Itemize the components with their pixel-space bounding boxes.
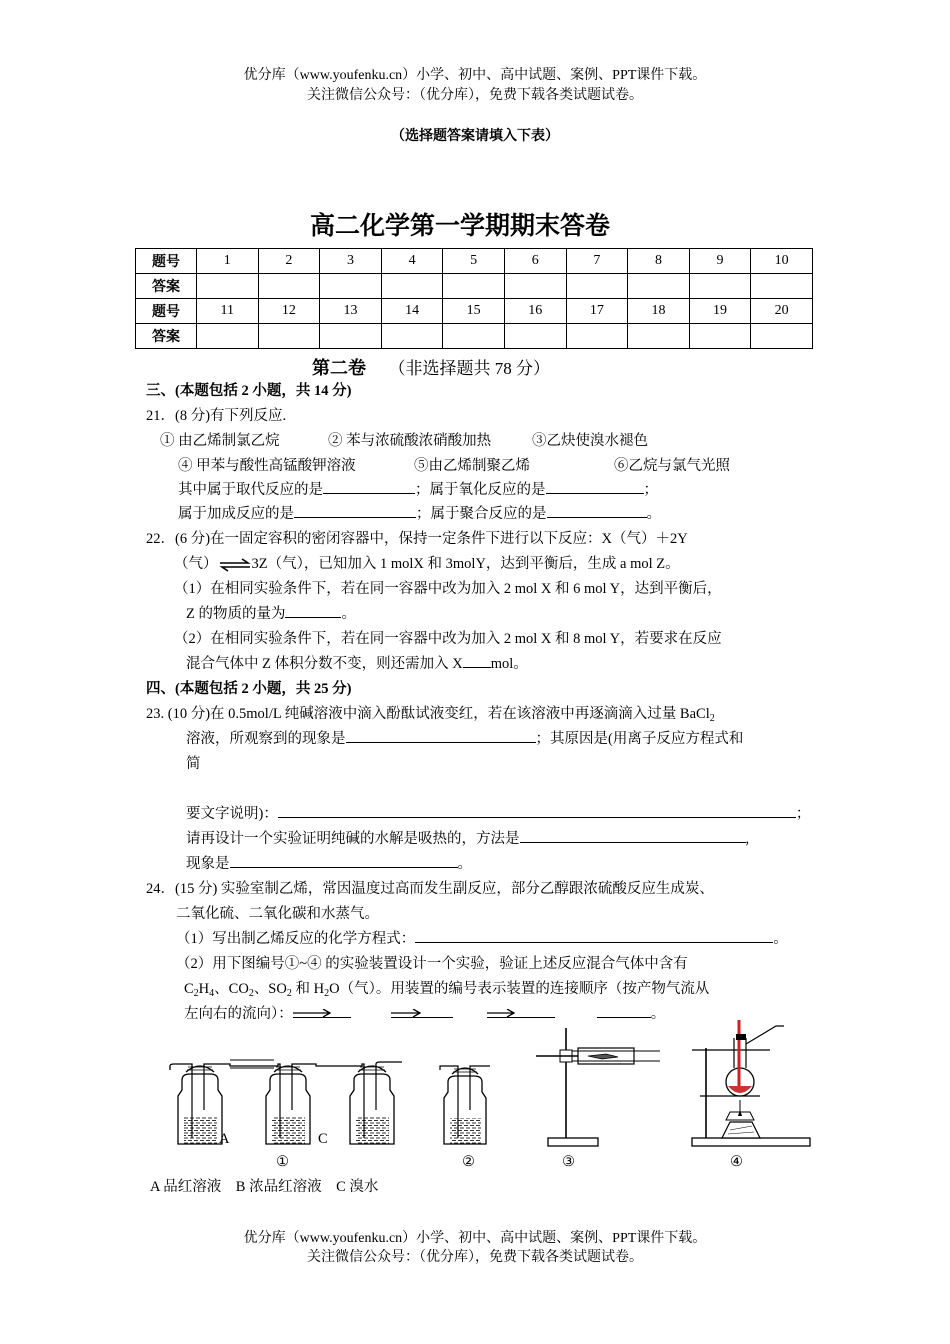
q23-stem-2a: 溶液，所观察到的现象是 — [186, 731, 346, 747]
table-cell: 9 — [689, 249, 751, 274]
q24-formula-part: 、SO — [253, 981, 287, 997]
part2-title: 第二卷 — [312, 358, 366, 379]
table-cell: 2 — [258, 249, 320, 274]
table-cell: 12 — [258, 299, 320, 324]
q23-stem-2 — [186, 730, 743, 748]
q24-p2c-text: 左向右的流向）： — [184, 1006, 293, 1022]
q23-stem-1 — [146, 705, 715, 728]
q24-formula-sub: 2 — [248, 988, 254, 999]
table-cell: 4 — [381, 249, 443, 274]
q24-p2d: 。 — [650, 1006, 666, 1022]
wash-bottle-c — [350, 1062, 402, 1144]
apparatus-figure — [140, 1020, 820, 1180]
q22-answer-blank[interactable] — [285, 605, 341, 618]
q22-p2b: 混合气体中 Z 体积分数不变，则还需加入 X — [186, 656, 463, 672]
q22-answer-blank[interactable] — [463, 655, 491, 668]
equilibrium-arrow-icon — [218, 558, 252, 572]
q24-formula-part: H — [198, 981, 210, 997]
q22-p2c: mol。 — [490, 656, 528, 672]
q21-opt6: ⑥乙烷与氯气光照 — [614, 458, 730, 474]
q24-p1b: 。 — [773, 931, 788, 947]
answer-cell[interactable] — [628, 274, 690, 299]
answer-cell[interactable] — [443, 324, 505, 349]
q24-formula-sub: 2 — [324, 988, 330, 999]
table-cell: 题号 — [136, 249, 197, 274]
q23-stem-2b: ；其原因是(用离子反应方程式和 — [535, 731, 744, 747]
connecting-tube — [204, 1064, 280, 1068]
q24-formula-part: 和 H — [291, 981, 325, 997]
q24-p1a: （1）写出制乙烯反应的化学方程式： — [176, 931, 416, 947]
header-line-2: 关注微信公众号：（优分库），免费下载各类试题试卷。 — [307, 88, 643, 103]
table-cell: 7 — [566, 249, 628, 274]
q23-answer-blank[interactable] — [346, 730, 536, 743]
answer-table — [135, 248, 813, 349]
answer-cell[interactable] — [443, 274, 505, 299]
answer-cell[interactable] — [504, 274, 566, 299]
q23-answer-blank[interactable] — [230, 855, 458, 868]
q24-formula-part: O（气）。用装置的编号表示装置的连接顺序（按产物气流从 — [329, 981, 710, 997]
q21-opt2: ② 苯与浓硫酸浓硝酸加热 — [328, 433, 492, 449]
table-cell: 8 — [628, 249, 690, 274]
wash-bottle-a — [170, 1064, 222, 1144]
q21-line1 — [178, 481, 658, 499]
answer-cell[interactable] — [751, 274, 813, 299]
label-c: C — [318, 1131, 328, 1147]
q22-stem-1: 22．(6 分)在一固定容积的密闭容器中，保持一定条件下进行以下反应：X（气）＋2Y — [146, 531, 688, 547]
header-line-1: 优分库（www.youfenku.cn）小学、初中、高中试题、案例、PPT课件下载。 — [243, 68, 707, 83]
q24-formula-sub: 2 — [286, 988, 292, 999]
q21-opt4: ④ 甲苯与酸性高锰酸钾溶液 — [178, 458, 356, 474]
answer-cell[interactable] — [751, 324, 813, 349]
q23-subscript: 2 — [709, 713, 715, 724]
q23-stem-5 — [186, 830, 749, 848]
table-row — [136, 324, 813, 349]
figure-caption: A 品红溶液 B 浓品红溶液 C 溴水 — [150, 1179, 379, 1195]
q24-answer-blank[interactable] — [415, 930, 773, 943]
apparatus-number-3: ③ — [562, 1154, 575, 1170]
apparatus-number-4: ④ — [730, 1154, 743, 1170]
q21-line2-b: ；属于聚合反应的是 — [416, 506, 547, 522]
label-a: A — [219, 1131, 230, 1147]
table-cell: 10 — [751, 249, 813, 274]
q21-line2 — [178, 505, 661, 523]
footer-line-1: 优分库（www.youfenku.cn）小学、初中、高中试题、案例、PPT课件下载。 — [243, 1231, 707, 1246]
table-cell: 5 — [443, 249, 505, 274]
table-cell: 答案 — [136, 324, 197, 349]
q24-formula-sub: 2 — [193, 988, 199, 999]
q24-order-blank-3[interactable] — [487, 1005, 555, 1018]
answer-cell[interactable] — [381, 274, 443, 299]
q22-p1c: 。 — [341, 606, 356, 622]
answer-cell[interactable] — [566, 274, 628, 299]
answer-cell[interactable] — [689, 324, 751, 349]
q21-opt3: ③乙炔使溴水褪色 — [532, 433, 648, 449]
table-cell: 13 — [320, 299, 382, 324]
section3-title: 三、(本题包括 2 小题，共 14 分) — [146, 383, 352, 399]
q23-answer-blank[interactable] — [278, 805, 796, 818]
q23-stem-6 — [186, 855, 472, 873]
answer-cell[interactable] — [258, 324, 320, 349]
q21-line1-c: ； — [643, 482, 658, 498]
q21-answer-blank[interactable] — [546, 481, 644, 494]
table-cell: 17 — [566, 299, 628, 324]
table-cell: 18 — [628, 299, 690, 324]
q24-order-blank-1[interactable] — [293, 1005, 351, 1018]
table-cell: 答案 — [136, 274, 197, 299]
q23-answer-blank[interactable] — [520, 830, 746, 843]
q24-stem-2: 二氧化硫、二氧化碳和水蒸气。 — [176, 906, 379, 922]
q21-answer-blank[interactable] — [547, 505, 647, 518]
q23-stem-4 — [186, 805, 810, 823]
connecting-tube — [292, 1064, 364, 1068]
answer-cell[interactable] — [197, 274, 259, 299]
q22-stem-2b: 3Z（气），已知加入 1 molX 和 3molY，达到平衡后，生成 a mol Z。 — [251, 556, 680, 572]
table-cell: 15 — [443, 299, 505, 324]
q23-stem-1-text: 23. (10 分)在 0.5mol/L 纯碱溶液中滴入酚酞试液变红，若在该溶液中再逐滴滴入过量 BaCl — [146, 706, 710, 722]
q23-stem-5b: , — [745, 831, 750, 847]
table-row — [136, 249, 813, 274]
table-cell: 1 — [197, 249, 259, 274]
q22-p1 — [186, 605, 356, 623]
table-cell: 题号 — [136, 299, 197, 324]
q21-line1-b: ；属于氧化反应的是 — [415, 482, 546, 498]
table-cell: 19 — [689, 299, 751, 324]
q22-p1a: （1）在相同实验条件下，若在同一容器中改为加入 2 mol X 和 6 mol Y，达到平衡后， — [174, 581, 722, 597]
wash-bottle-b — [266, 1066, 310, 1144]
q21-line2-c: 。 — [646, 506, 661, 522]
q24-formula-part: 、CO — [214, 981, 249, 997]
q21-stem: 21．(8 分)有下列反应. — [146, 408, 287, 424]
q24-p2a: （2）用下图编号①~④ 的实验装置设计一个实验，验证上述反应混合气体中含有 — [176, 956, 688, 972]
answer-cell[interactable] — [381, 324, 443, 349]
q22-p1b: Z 的物质的量为 — [186, 606, 286, 622]
answer-cell[interactable] — [566, 324, 628, 349]
arrow-right-icon — [293, 1009, 333, 1017]
table-cell: 14 — [381, 299, 443, 324]
table-row — [136, 299, 813, 324]
apparatus-number-2: ② — [462, 1154, 475, 1170]
wash-bottle-2 — [440, 1066, 490, 1144]
q23-stem-4b: ； — [795, 806, 811, 822]
section4-title: 四、(本题包括 2 小题，共 25 分) — [146, 681, 352, 697]
page-title: 高二化学第一学期期末答卷 — [309, 211, 610, 240]
q22-stem-2 — [174, 555, 680, 573]
arrow-right-icon — [487, 1009, 517, 1017]
q23-stem-6b: 。 — [457, 856, 472, 872]
q22-p2 — [186, 655, 528, 673]
q24-formula-part: C — [184, 981, 194, 997]
answer-cell[interactable] — [504, 324, 566, 349]
q21-opt1: ① 由乙烯制氯乙烷 — [160, 433, 280, 449]
q23-stem-3: 简 — [186, 756, 201, 772]
q21-line1-a: 其中属于取代反应的是 — [178, 482, 323, 498]
part2-heading — [312, 354, 550, 380]
table-cell: 11 — [197, 299, 259, 324]
q21-opt5: ⑤由乙烯制聚乙烯 — [414, 458, 530, 474]
q23-stem-6a: 现象是 — [186, 856, 230, 872]
q24-order-blank-4[interactable] — [597, 1005, 651, 1018]
q21-line2-a: 属于加成反应的是 — [178, 506, 294, 522]
answer-cell[interactable] — [320, 274, 382, 299]
q24-p1 — [176, 930, 788, 948]
arrow-right-icon — [391, 1009, 423, 1017]
table-cell: 6 — [504, 249, 566, 274]
answer-note: （选择题答案请填入下表） — [391, 129, 559, 144]
q21-answer-blank[interactable] — [323, 481, 415, 494]
q22-p2a: （2）在相同实验条件下，若在同一容器中改为加入 2 mol X 和 8 mol Y，若要求在反应 — [174, 631, 722, 647]
flask-apparatus — [692, 1020, 810, 1146]
table-cell: 3 — [320, 249, 382, 274]
q24-stem-1: 24．(15 分) 实验室制乙烯，常因温度过高而发生副反应，部分乙醇跟浓硫酸反应生成炭、 — [146, 881, 714, 897]
answer-cell[interactable] — [320, 324, 382, 349]
footer-line-2: 关注微信公众号：（优分库），免费下载各类试题试卷。 — [307, 1250, 643, 1265]
table-row — [136, 274, 813, 299]
answer-cell[interactable] — [689, 274, 751, 299]
q23-stem-5a: 请再设计一个实验证明纯碱的水解是吸热的，方法是 — [186, 831, 520, 847]
q22-stem-2a: （气） — [174, 556, 218, 572]
part2-subtitle: （非选择题共 78 分） — [388, 359, 550, 378]
q24-order-blank-2[interactable] — [391, 1005, 453, 1018]
table-cell: 16 — [504, 299, 566, 324]
q21-answer-blank[interactable] — [294, 505, 416, 518]
table-cell: 20 — [751, 299, 813, 324]
answer-cell[interactable] — [628, 324, 690, 349]
q24-p2b — [184, 980, 709, 1003]
heating-tube-stand — [536, 1028, 660, 1146]
q24-formula-sub: 4 — [209, 988, 215, 999]
answer-cell[interactable] — [258, 274, 320, 299]
apparatus-number-1: ① — [276, 1154, 289, 1170]
answer-cell[interactable] — [197, 324, 259, 349]
q23-stem-4a: 要文字说明)： — [186, 806, 278, 822]
